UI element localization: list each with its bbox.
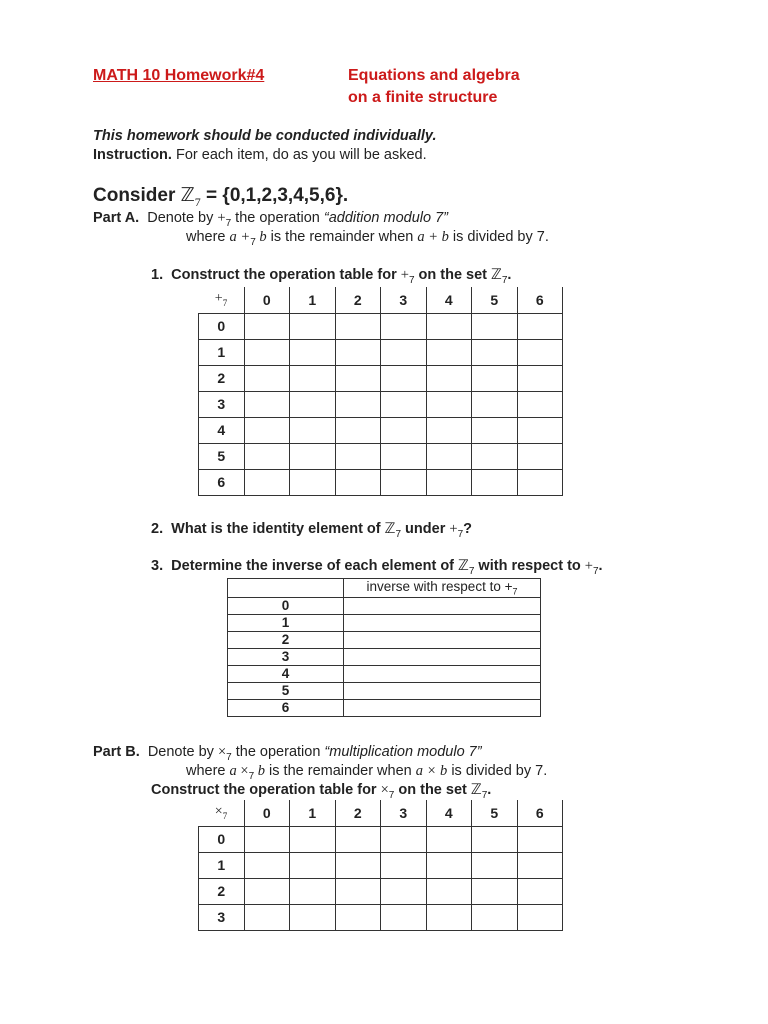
addition-table-answer-cell[interactable] [335, 313, 381, 339]
addition-table-answer-cell[interactable] [472, 339, 518, 365]
multiplication-table-answer-cell[interactable] [426, 904, 472, 930]
addition-table [198, 287, 563, 496]
multiplication-table-row [199, 878, 563, 904]
multiplication-table-answer-cell[interactable] [335, 904, 381, 930]
q3-op: + [584, 558, 593, 574]
addition-table-answer-cell[interactable] [290, 417, 336, 443]
addition-table-answer-cell[interactable] [472, 443, 518, 469]
q1-op: + [400, 267, 409, 283]
inverse-answer-cell[interactable] [344, 665, 541, 682]
question-2 [151, 521, 472, 540]
instruction-label: Instruction. [93, 147, 172, 163]
multiplication-table-header-row [199, 800, 563, 826]
where-text-b: where [186, 763, 230, 779]
inverse-table-row [228, 699, 541, 716]
inverse-col-header-sub: 7 [512, 586, 518, 597]
addition-table-answer-cell[interactable] [290, 365, 336, 391]
addition-table-answer-cell[interactable] [335, 443, 381, 469]
row-header: 4 [199, 417, 245, 443]
multiplication-table-answer-cell[interactable] [244, 852, 290, 878]
inverse-table-row [228, 665, 541, 682]
addition-table-answer-cell[interactable] [472, 417, 518, 443]
addition-table-answer-cell[interactable] [290, 391, 336, 417]
inverse-col-header-text: inverse with respect to + [366, 579, 513, 594]
individual-note: This homework should be conducted individually. [93, 128, 437, 144]
multiplication-table-row [199, 826, 563, 852]
inverse-table-row [228, 597, 541, 614]
addition-table-corner [199, 287, 245, 313]
col-header: 5 [472, 287, 518, 313]
multiplication-modulo-quote: “multiplication modulo 7” [324, 744, 482, 760]
multiplication-table-answer-cell[interactable] [244, 878, 290, 904]
inverse-table-row [228, 631, 541, 648]
element-cell: 3 [228, 648, 344, 665]
element-cell: 5 [228, 682, 344, 699]
inverse-table [227, 578, 541, 717]
q1-text-mid: on the set [414, 267, 492, 283]
multiplication-table [198, 800, 563, 931]
multiplication-table-answer-cell[interactable] [381, 826, 427, 852]
inverse-answer-cell[interactable] [344, 597, 541, 614]
row-header: 0 [199, 313, 245, 339]
addition-table-answer-cell[interactable] [517, 339, 563, 365]
set-symbol: ℤ [180, 185, 195, 206]
plus-op-sub: 7 [225, 217, 232, 229]
instruction-text: For each item, do as you will be asked. [171, 147, 427, 163]
addition-table-answer-cell[interactable] [472, 391, 518, 417]
inverse-answer-cell[interactable] [344, 648, 541, 665]
addition-table-answer-cell[interactable] [290, 443, 336, 469]
where-text: where [186, 229, 230, 245]
col-header: 6 [517, 800, 563, 826]
addition-table-answer-cell[interactable] [517, 391, 563, 417]
addition-table-answer-cell[interactable] [517, 365, 563, 391]
multiplication-table-answer-cell[interactable] [244, 826, 290, 852]
row-header: 3 [199, 904, 245, 930]
consider-word: Consider [93, 185, 181, 206]
times-op: × [217, 744, 227, 760]
divided-text: is divided by 7. [448, 229, 549, 245]
part-a-line-1 [93, 210, 448, 229]
inverse-answer-cell[interactable] [344, 631, 541, 648]
col-header: 1 [290, 287, 336, 313]
row-header: 2 [199, 365, 245, 391]
q2-op: + [449, 521, 458, 537]
multiplication-table-answer-cell[interactable] [381, 904, 427, 930]
col-header: 3 [381, 287, 427, 313]
addition-table-answer-cell[interactable] [244, 313, 290, 339]
q3-text-pre: Determine the inverse of each element of [171, 558, 459, 574]
addition-table-answer-cell[interactable] [472, 313, 518, 339]
multiplication-table-answer-cell[interactable] [381, 852, 427, 878]
addition-table-answer-cell[interactable] [290, 469, 336, 495]
multiplication-table-answer-cell[interactable] [335, 826, 381, 852]
multiplication-table-answer-cell[interactable] [381, 878, 427, 904]
times-inline: × [240, 763, 249, 779]
set-subscript: 7 [194, 194, 201, 209]
multiplication-table-answer-cell[interactable] [472, 904, 518, 930]
addition-table-row [199, 365, 563, 391]
element-cell: 6 [228, 699, 344, 716]
addition-table-answer-cell[interactable] [381, 339, 427, 365]
inverse-table-row [228, 682, 541, 699]
element-cell: 4 [228, 665, 344, 682]
construct-op: × [380, 782, 389, 798]
col-header: 6 [517, 287, 563, 313]
multiplication-table-answer-cell[interactable] [290, 852, 336, 878]
inverse-answer-cell[interactable] [344, 699, 541, 716]
addition-table-answer-cell[interactable] [426, 391, 472, 417]
question-1 [151, 267, 511, 286]
consider-rest: = {0,1,2,3,4,5,6}. [200, 185, 349, 206]
corner-times: × [214, 804, 223, 820]
addition-table-row [199, 417, 563, 443]
q2-op-sub: 7 [457, 528, 464, 540]
multiplication-table-answer-cell[interactable] [517, 852, 563, 878]
part-b-construct [151, 782, 491, 801]
row-header: 0 [199, 826, 245, 852]
addition-table-answer-cell[interactable] [426, 339, 472, 365]
inverse-answer-cell[interactable] [344, 614, 541, 631]
multiplication-table-answer-cell[interactable] [517, 826, 563, 852]
addition-table-answer-cell[interactable] [290, 313, 336, 339]
row-header: 1 [199, 852, 245, 878]
col-header: 4 [426, 800, 472, 826]
remainder-text: is the remainder when [266, 229, 418, 245]
col-header: 0 [244, 800, 290, 826]
addition-table-answer-cell[interactable] [244, 365, 290, 391]
multiplication-table-answer-cell[interactable] [426, 826, 472, 852]
a-var-b: a [229, 763, 241, 779]
addition-table-answer-cell[interactable] [244, 443, 290, 469]
col-header: 5 [472, 800, 518, 826]
part-a-denote: Denote by [147, 210, 218, 226]
instruction-line [93, 147, 427, 163]
row-header: 2 [199, 878, 245, 904]
addition-table-row [199, 313, 563, 339]
q2-end: ? [463, 521, 472, 537]
addition-table-answer-cell[interactable] [426, 313, 472, 339]
construct-set-sub: 7 [481, 789, 488, 801]
addition-table-answer-cell[interactable] [381, 443, 427, 469]
multiplication-table-corner [199, 800, 245, 826]
inverse-table-row [228, 614, 541, 631]
title-line-1: Equations and algebra [348, 67, 520, 84]
addition-table-answer-cell[interactable] [381, 417, 427, 443]
q1-number: 1. [151, 267, 164, 283]
col-header: 3 [381, 800, 427, 826]
a-plus: a + [229, 229, 251, 245]
row-header: 3 [199, 391, 245, 417]
row-header: 5 [199, 443, 245, 469]
consider-heading [93, 184, 348, 210]
addition-table-answer-cell[interactable] [335, 339, 381, 365]
addition-modulo-quote: “addition modulo 7” [323, 210, 449, 226]
addition-table-answer-cell[interactable] [426, 443, 472, 469]
q3-end: . [598, 558, 603, 574]
addition-table-answer-cell[interactable] [381, 391, 427, 417]
addition-table-answer-cell[interactable] [335, 391, 381, 417]
multiplication-table-answer-cell[interactable] [290, 826, 336, 852]
times-inline-sub: 7 [248, 770, 255, 782]
multiplication-table-answer-cell[interactable] [335, 878, 381, 904]
q1-text-pre: Construct the operation table for [171, 267, 401, 283]
question-3 [151, 558, 603, 577]
addition-table-row [199, 391, 563, 417]
inverse-answer-cell[interactable] [344, 682, 541, 699]
inverse-table-header-row [228, 579, 541, 598]
part-b-line-2 [186, 763, 547, 782]
col-header: 1 [290, 800, 336, 826]
col-header: 0 [244, 287, 290, 313]
q3-number: 3. [151, 558, 164, 574]
addition-table-answer-cell[interactable] [517, 469, 563, 495]
addition-table-answer-cell[interactable] [472, 469, 518, 495]
addition-table-row [199, 469, 563, 495]
construct-end: . [487, 782, 492, 798]
addition-table-answer-cell[interactable] [244, 391, 290, 417]
b-var-b: b [254, 763, 266, 779]
multiplication-table-answer-cell[interactable] [517, 904, 563, 930]
remainder-text-b: is the remainder when [265, 763, 416, 779]
row-header: 6 [199, 469, 245, 495]
col-header: 4 [426, 287, 472, 313]
construct-mid: on the set [394, 782, 471, 798]
addition-table-answer-cell[interactable] [290, 339, 336, 365]
corner-times-sub: 7 [222, 811, 228, 822]
construct-set: ℤ [470, 782, 482, 798]
addition-table-row [199, 443, 563, 469]
addition-table-answer-cell[interactable] [244, 417, 290, 443]
multiplication-table-answer-cell[interactable] [335, 852, 381, 878]
q1-set: ℤ [491, 267, 502, 283]
part-a-line-2 [186, 229, 549, 248]
corner-plus: + [214, 291, 223, 307]
addition-table-answer-cell[interactable] [426, 365, 472, 391]
multiplication-table-row [199, 852, 563, 878]
divided-text-b: is divided by 7. [447, 763, 548, 779]
multiplication-table-answer-cell[interactable] [517, 878, 563, 904]
q2-set-sub: 7 [395, 528, 402, 540]
part-b-label: Part B. [93, 744, 140, 760]
b-var: b [255, 229, 267, 245]
addition-table-answer-cell[interactable] [426, 417, 472, 443]
addition-table-answer-cell[interactable] [381, 313, 427, 339]
addition-table-answer-cell[interactable] [335, 469, 381, 495]
q2-text-mid: under [401, 521, 450, 537]
inverse-table-corner [228, 579, 344, 598]
addition-table-answer-cell[interactable] [381, 365, 427, 391]
q1-op-sub: 7 [408, 274, 415, 286]
multiplication-table-answer-cell[interactable] [290, 904, 336, 930]
part-b-the-operation: the operation [231, 744, 325, 760]
plus-op: + [217, 210, 226, 226]
multiplication-table-answer-cell[interactable] [472, 826, 518, 852]
col-header: 2 [335, 287, 381, 313]
part-b-denote: Denote by [147, 744, 218, 760]
addition-table-header-row [199, 287, 563, 313]
a-times-b: a × b [415, 763, 448, 779]
construct-op-sub: 7 [388, 789, 395, 801]
addition-table-answer-cell[interactable] [335, 365, 381, 391]
addition-table-answer-cell[interactable] [426, 469, 472, 495]
element-cell: 2 [228, 631, 344, 648]
part-b-line-1 [93, 744, 482, 763]
addition-table-answer-cell[interactable] [381, 469, 427, 495]
addition-table-answer-cell[interactable] [517, 313, 563, 339]
construct-pre: Construct the operation table for [151, 782, 381, 798]
inverse-col-header [344, 579, 541, 598]
multiplication-table-row [199, 904, 563, 930]
element-cell: 1 [228, 614, 344, 631]
course-title: MATH 10 Homework#4 [93, 67, 265, 84]
addition-table-answer-cell[interactable] [244, 469, 290, 495]
title-line-2: on a finite structure [348, 89, 498, 106]
row-header: 1 [199, 339, 245, 365]
part-a-label: Part A. [93, 210, 140, 226]
multiplication-table-answer-cell[interactable] [426, 852, 472, 878]
q1-set-sub: 7 [501, 274, 508, 286]
part-a-the-operation: the operation [231, 210, 324, 226]
col-header: 2 [335, 800, 381, 826]
addition-table-answer-cell[interactable] [517, 417, 563, 443]
q3-op-sub: 7 [592, 565, 599, 577]
q1-end: . [507, 267, 512, 283]
addition-table-answer-cell[interactable] [472, 365, 518, 391]
multiplication-table-answer-cell[interactable] [472, 852, 518, 878]
q3-text-mid: with respect to [474, 558, 585, 574]
q2-number: 2. [151, 521, 164, 537]
addition-table-answer-cell[interactable] [335, 417, 381, 443]
q3-set-sub: 7 [468, 565, 475, 577]
multiplication-table-answer-cell[interactable] [290, 878, 336, 904]
q2-text-pre: What is the identity element of [171, 521, 385, 537]
times-op-sub: 7 [226, 751, 232, 763]
addition-table-row [199, 339, 563, 365]
addition-table-answer-cell[interactable] [244, 339, 290, 365]
corner-plus-sub: 7 [222, 298, 228, 309]
a-plus-sub: 7 [250, 236, 256, 248]
a-plus-b: a + b [417, 229, 449, 245]
q3-set: ℤ [458, 558, 469, 574]
addition-table-answer-cell[interactable] [517, 443, 563, 469]
multiplication-table-answer-cell[interactable] [472, 878, 518, 904]
q2-set: ℤ [384, 521, 396, 537]
multiplication-table-answer-cell[interactable] [244, 904, 290, 930]
inverse-table-row [228, 648, 541, 665]
multiplication-table-answer-cell[interactable] [426, 878, 472, 904]
element-cell: 0 [228, 597, 344, 614]
